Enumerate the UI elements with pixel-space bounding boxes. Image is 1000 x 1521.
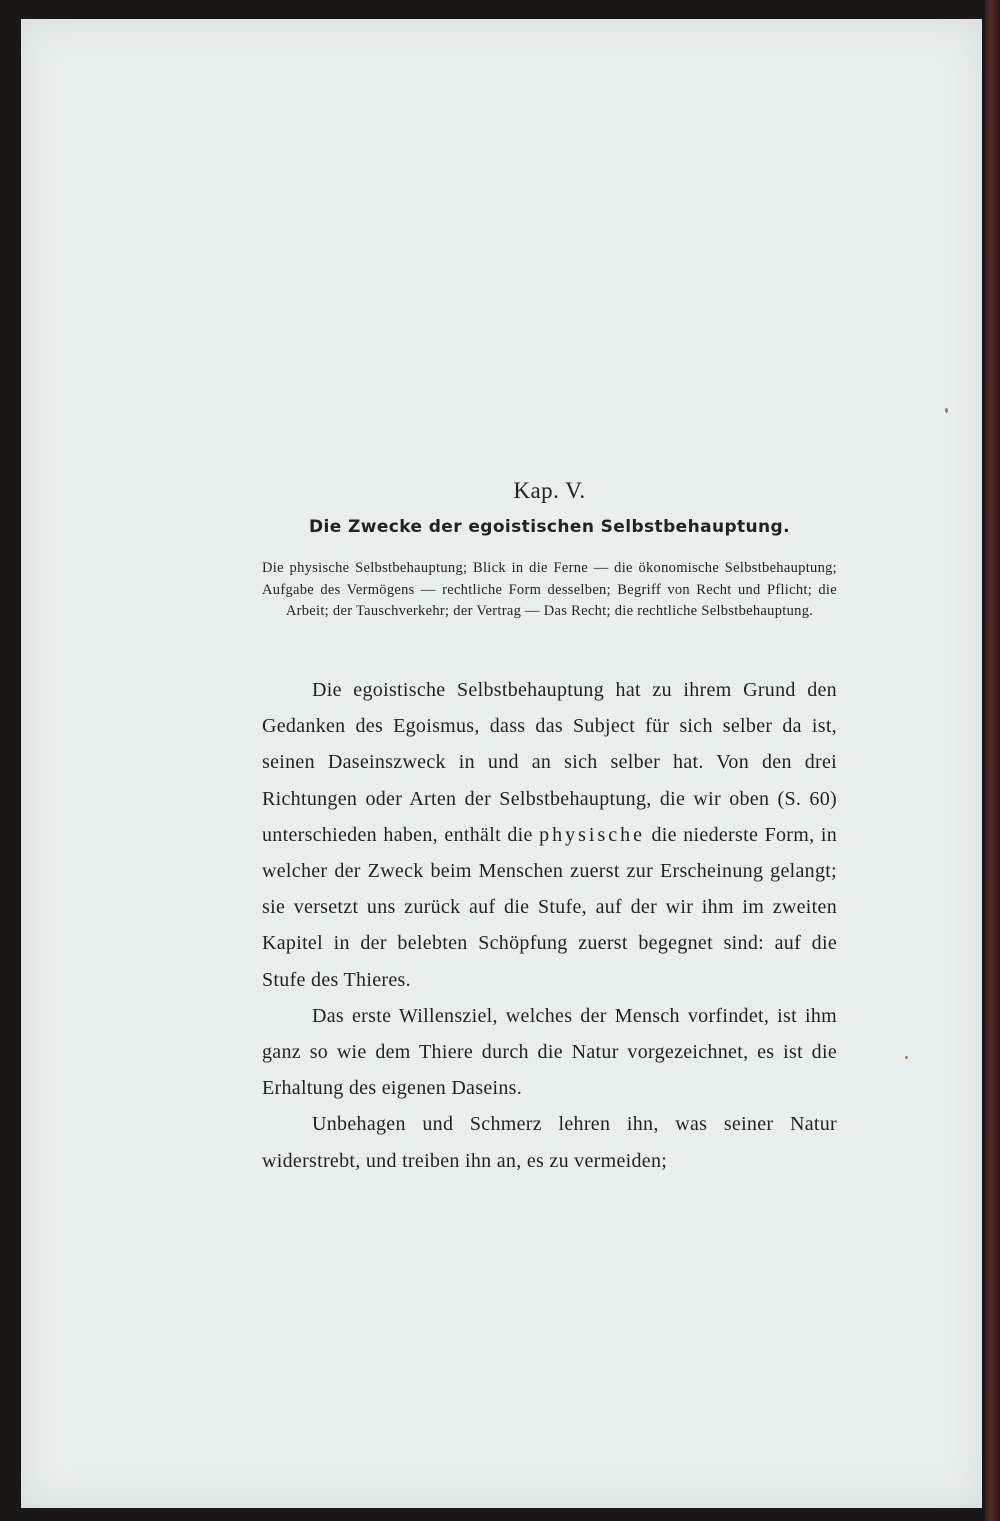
- chapter-content: [262, 476, 837, 1179]
- paragraph-3: Unbehagen und Schmerz lehren ihn, was seiner Natur widerstrebt, und treiben ihn an, es zu vermeiden;: [262, 1113, 837, 1172]
- chapter-title: Die Zwecke der egoistischen Selbstbehauptung.: [309, 517, 790, 537]
- book-edge: [985, 0, 1000, 1521]
- ink-speck: [905, 1056, 908, 1059]
- chapter-summary: Die physische Selbstbehauptung; Blick in die Ferne — die ökonomische Selbstbehauptung; Aufgabe des Vermögens — rechtliche Form desselben; Begriff von Recht und Pflicht; die Arbeit; der Tauschverkehr; der Vertrag — Das Recht; die rechtliche Selbstbehauptung.: [262, 560, 837, 619]
- emphasis-physische: physische: [539, 823, 646, 846]
- ink-speck: [945, 408, 948, 413]
- chapter-number: Kap. V.: [513, 478, 586, 503]
- paragraph-1-part-b: die niederste Form, in welcher der Zweck beim Menschen zuerst zur Erscheinung gelangt; sie versetzt uns zurück auf die Stufe, auf der wir ihm im zweiten Kapitel in der belebten Schöpfung zuerst begegnet sind: auf die Stufe des Thieres.: [262, 823, 838, 991]
- paragraph-1: [262, 672, 837, 998]
- body-text: [262, 672, 837, 1179]
- paragraph-2: Das erste Willensziel, welches der Mensch vorfindet, ist ihm ganz so wie dem Thiere durch die Natur vorgezeichnet, es ist die Erhaltung des eigenen Daseins.: [262, 1004, 837, 1100]
- paragraph-1-part-a: Die egoistische Selbstbehauptung hat zu ihrem Grund den Gedanken des Egoismus, dass das Subject für sich selber da ist, seinen Daseinszweck in und an sich selber hat. Von den drei Richtungen oder Arten der Selbstbehauptung, die wir oben (S. 60) unterschieden haben, enthält die: [262, 679, 837, 846]
